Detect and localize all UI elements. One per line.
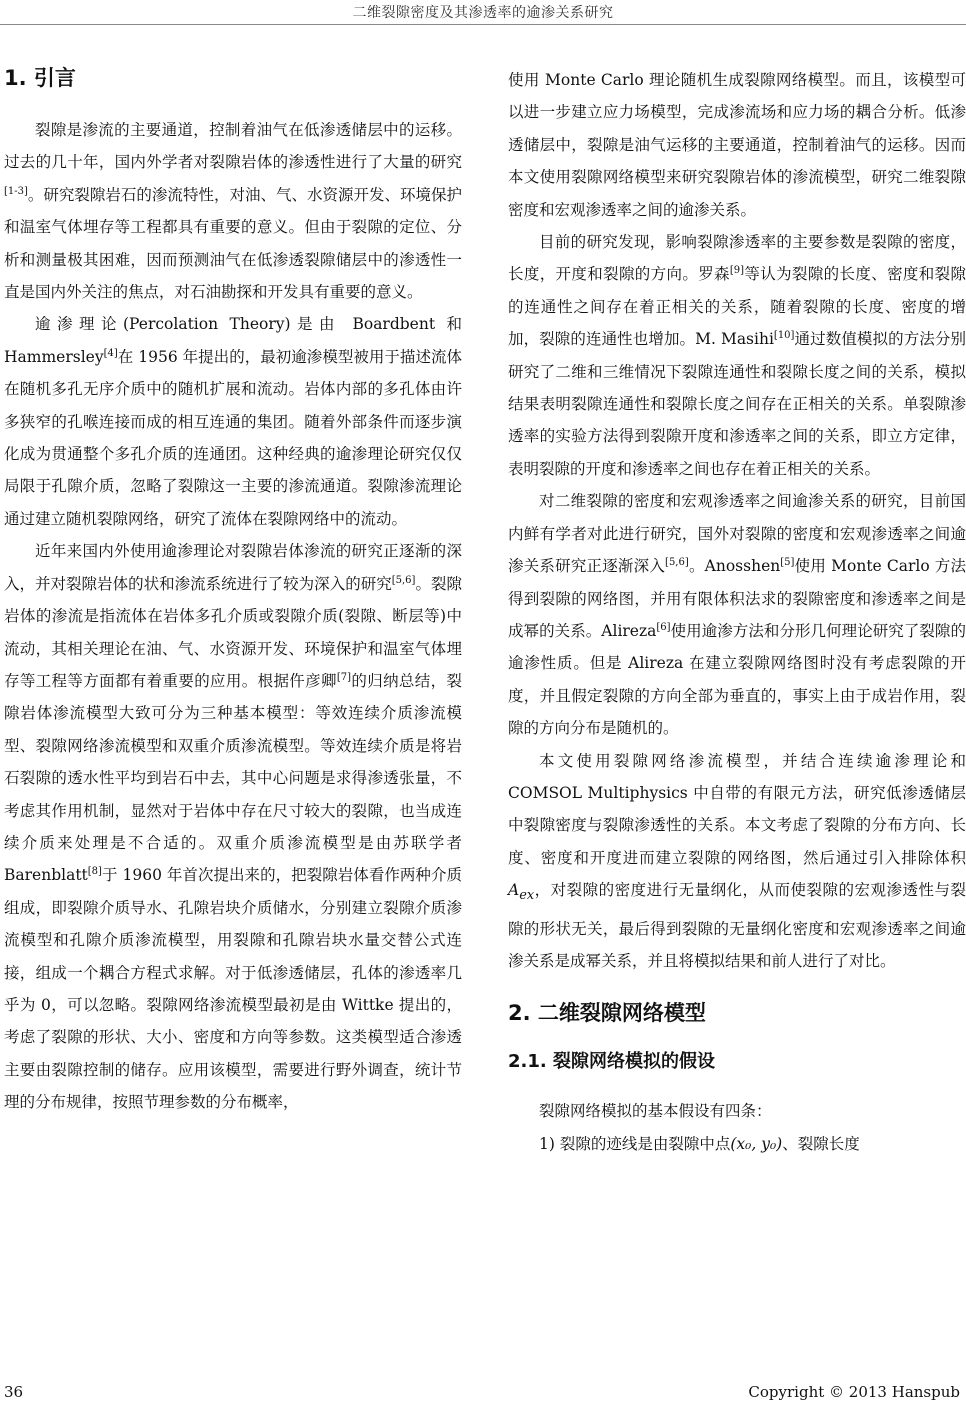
midpoint-coordinates: (x₀, y₀) (730, 1134, 783, 1153)
citation[interactable]: [4] (103, 347, 118, 359)
intro-paragraph-3-continued: 使用 Monte Carlo 理论随机生成裂隙网络模型。而且，该模型可以进一步建立应力场模型，完成渗流场和应力场的耦合分析。低渗透储层中，裂隙是油气运移的主要通道，控制着油气的运移。因而本文使用裂隙网络模型来研究裂隙岩体的渗流模型，研究二维裂隙密度和宏观渗透率之间的逾渗关系。 (508, 71, 966, 219)
citation[interactable]: [5,6] (391, 574, 416, 586)
citation[interactable]: [8] (87, 866, 102, 878)
section-1-title: 1. 引言 (4, 66, 76, 90)
intro-paragraph-2: 逾渗理论(Percolation Theory)是由 Boardbent 和 Hammersley[4]在 1956 年提出的，最初逾渗模型被用于描述流体在随机多孔无序介质中的随机扩展和流动。岩体内部的多孔体由许多狭窄的孔喉连接而成的相互连通的集团。随着外部条件而逐步演化成为贯通整个多孔介质的连通团。这种经典的逾渗理论研究仅仅局限于孔隙介质，忽略了裂隙这一主要的渗流通道。裂隙渗流理论通过建立随机裂隙网络，研究了流体在裂隙网络中的流动。 (4, 315, 462, 528)
intro-paragraph-1: 裂隙是渗流的主要通道，控制着油气在低渗透储层中的运移。过去的几十年，国内外学者对裂隙岩体的渗透性进行了大量的研究[1-3]。研究裂隙岩石的渗流特性，对油、气、水资源开发、环境保护和温室气体埋存等工程都具有重要的意义。但由于裂隙的定位、分析和测量极其困难，因而预测油气在低渗透裂隙储层中的渗透性一直是国内外关注的焦点，对石油勘探和开发具有重要的意义。 (4, 121, 462, 302)
intro-paragraph-6: 本文使用裂隙网络渗流模型，并结合连续逾渗理论和 COMSOL Multiphysics 中自带的有限元方法，研究低渗透储层中裂隙密度与裂隙渗透性的关系。本文考虑了裂隙的分布方向、长度、密度和开度进而建立裂隙的网络图，然后通过引入排除体积 $A_{ex}$，对裂隙的密度进行无量纲化，从而使裂隙的宏观渗透性与裂隙的形状无关，最后得到裂隙的无量纲化密度和宏观渗透率之间逾渗关系是成幂关系，并且将模拟结果和前人进行了对比。 (508, 751, 966, 971)
citation[interactable]: [7] (336, 671, 352, 683)
copyright-notice: Copyright © 2013 Hanspub (748, 1383, 960, 1401)
excluded-volume-symbol: $A_{ex}$ (508, 881, 535, 904)
subsection-2-1-title: 2.1. 裂隙网络模拟的假设 (508, 1051, 715, 1073)
citation[interactable]: [5,6] (665, 556, 689, 568)
citation[interactable]: [10] (773, 330, 795, 342)
assumptions-intro: 裂隙网络模拟的基本假设有四条： (539, 1102, 772, 1121)
citation[interactable]: [5] (780, 556, 795, 568)
intro-paragraph-4: 目前的研究发现，影响裂隙渗透率的主要参数是裂隙的密度，长度，开度和裂隙的方向。罗森[9]等认为裂隙的长度、密度和裂隙的连通性之间存在着正相关的关系，随着裂隙的长度、密度的增加，裂隙的连通性也增加。M. Masihi[10]通过数值模拟的方法分别研究了二维和三维情况下裂隙连通性和裂隙长度之间的关系，模拟结果表明裂隙连通性和裂隙长度之间存在正相关的关系。单裂隙渗透率的实验方法得到裂隙开度和渗透率之间的关系，即立方定律，表明裂隙的开度和渗透率之间也存在着正相关的关系。 (508, 233, 966, 478)
citation[interactable]: [6] (656, 621, 671, 633)
assumption-item-1: 1) 裂隙的迹线是由裂隙中点(x₀, y₀)、裂隙长度 (539, 1134, 860, 1153)
citation[interactable]: [1-3] (4, 185, 28, 197)
citation[interactable]: [9] (729, 265, 745, 277)
right-column (508, 64, 966, 1160)
header-rule (0, 24, 966, 25)
section-2-title: 2. 二维裂隙网络模型 (508, 1001, 706, 1026)
intro-paragraph-5: 对二维裂隙的密度和宏观渗透率之间逾渗关系的研究，目前国内鲜有学者对此进行研究，国外对裂隙的密度和宏观渗透率之间逾渗关系研究正逐渐深入[5,6]。Anosshen[5]使用 Monte Carlo 方法得到裂隙的网络图，并用有限体积法求的裂隙密度和渗透率之间是成幂的关系。Alireza[6]使用逾渗方法和分形几何理论研究了裂隙的逾渗性质。但是 Alireza 在建立裂隙网络图时没有考虑裂隙的开度，并且假定裂隙的方向全部为垂直的，事实上由于成岩作用，裂隙的方向分布是随机的。 (508, 492, 966, 738)
running-title: 二维裂隙密度及其渗透率的逾渗关系研究 (352, 5, 614, 21)
intro-paragraph-3: 近年来国内外使用逾渗理论对裂隙岩体渗流的研究正逐渐的深入，并对裂隙岩体的状和渗流系统进行了较为深入的研究[5,6]。裂隙岩体的渗流是指流体在岩体多孔介质或裂隙介质(裂隙、断层等)中流动，其相关理论在油、气、水资源开发、环境保护和温室气体埋存等工程等方面都有着重要的应用。根据仵彦卿[7]的归纳总结，裂隙岩体渗流模型大致可分为三种基本模型：等效连续介质渗流模型、裂隙网络渗流模型和双重介质渗流模型。等效连续介质是将岩石裂隙的透水性平均到岩石中去，其中心问题是求得渗透张量，不考虑其作用机制，显然对于岩体中存在尺寸较大的裂隙，也当成连续介质来处理是不合适的。双重介质渗流模型是由苏联学者 Barenblatt[8]于 1960 年首次提出来的，把裂隙岩体看作两种介质组成，即裂隙介质导水、孔隙岩块介质储水，分别建立裂隙介质渗流模型和孔隙介质渗流模型，用裂隙和孔隙岩块水量交替公式连接，组成一个耦合方程式求解。对于低渗透储层，孔体的渗透率几乎为 0，可以忽略。裂隙网络渗流模型最初是由 Wittke 提出的，考虑了裂隙的形状、大小、密度和方向等参数。这类模型适合渗透主要由裂隙控制的储存。应用该模型，需要进行野外调查，统计节理的分布规律，按照节理参数的分布概率， (4, 542, 462, 1112)
left-column (4, 64, 462, 1119)
page-number: 36 (4, 1383, 24, 1401)
